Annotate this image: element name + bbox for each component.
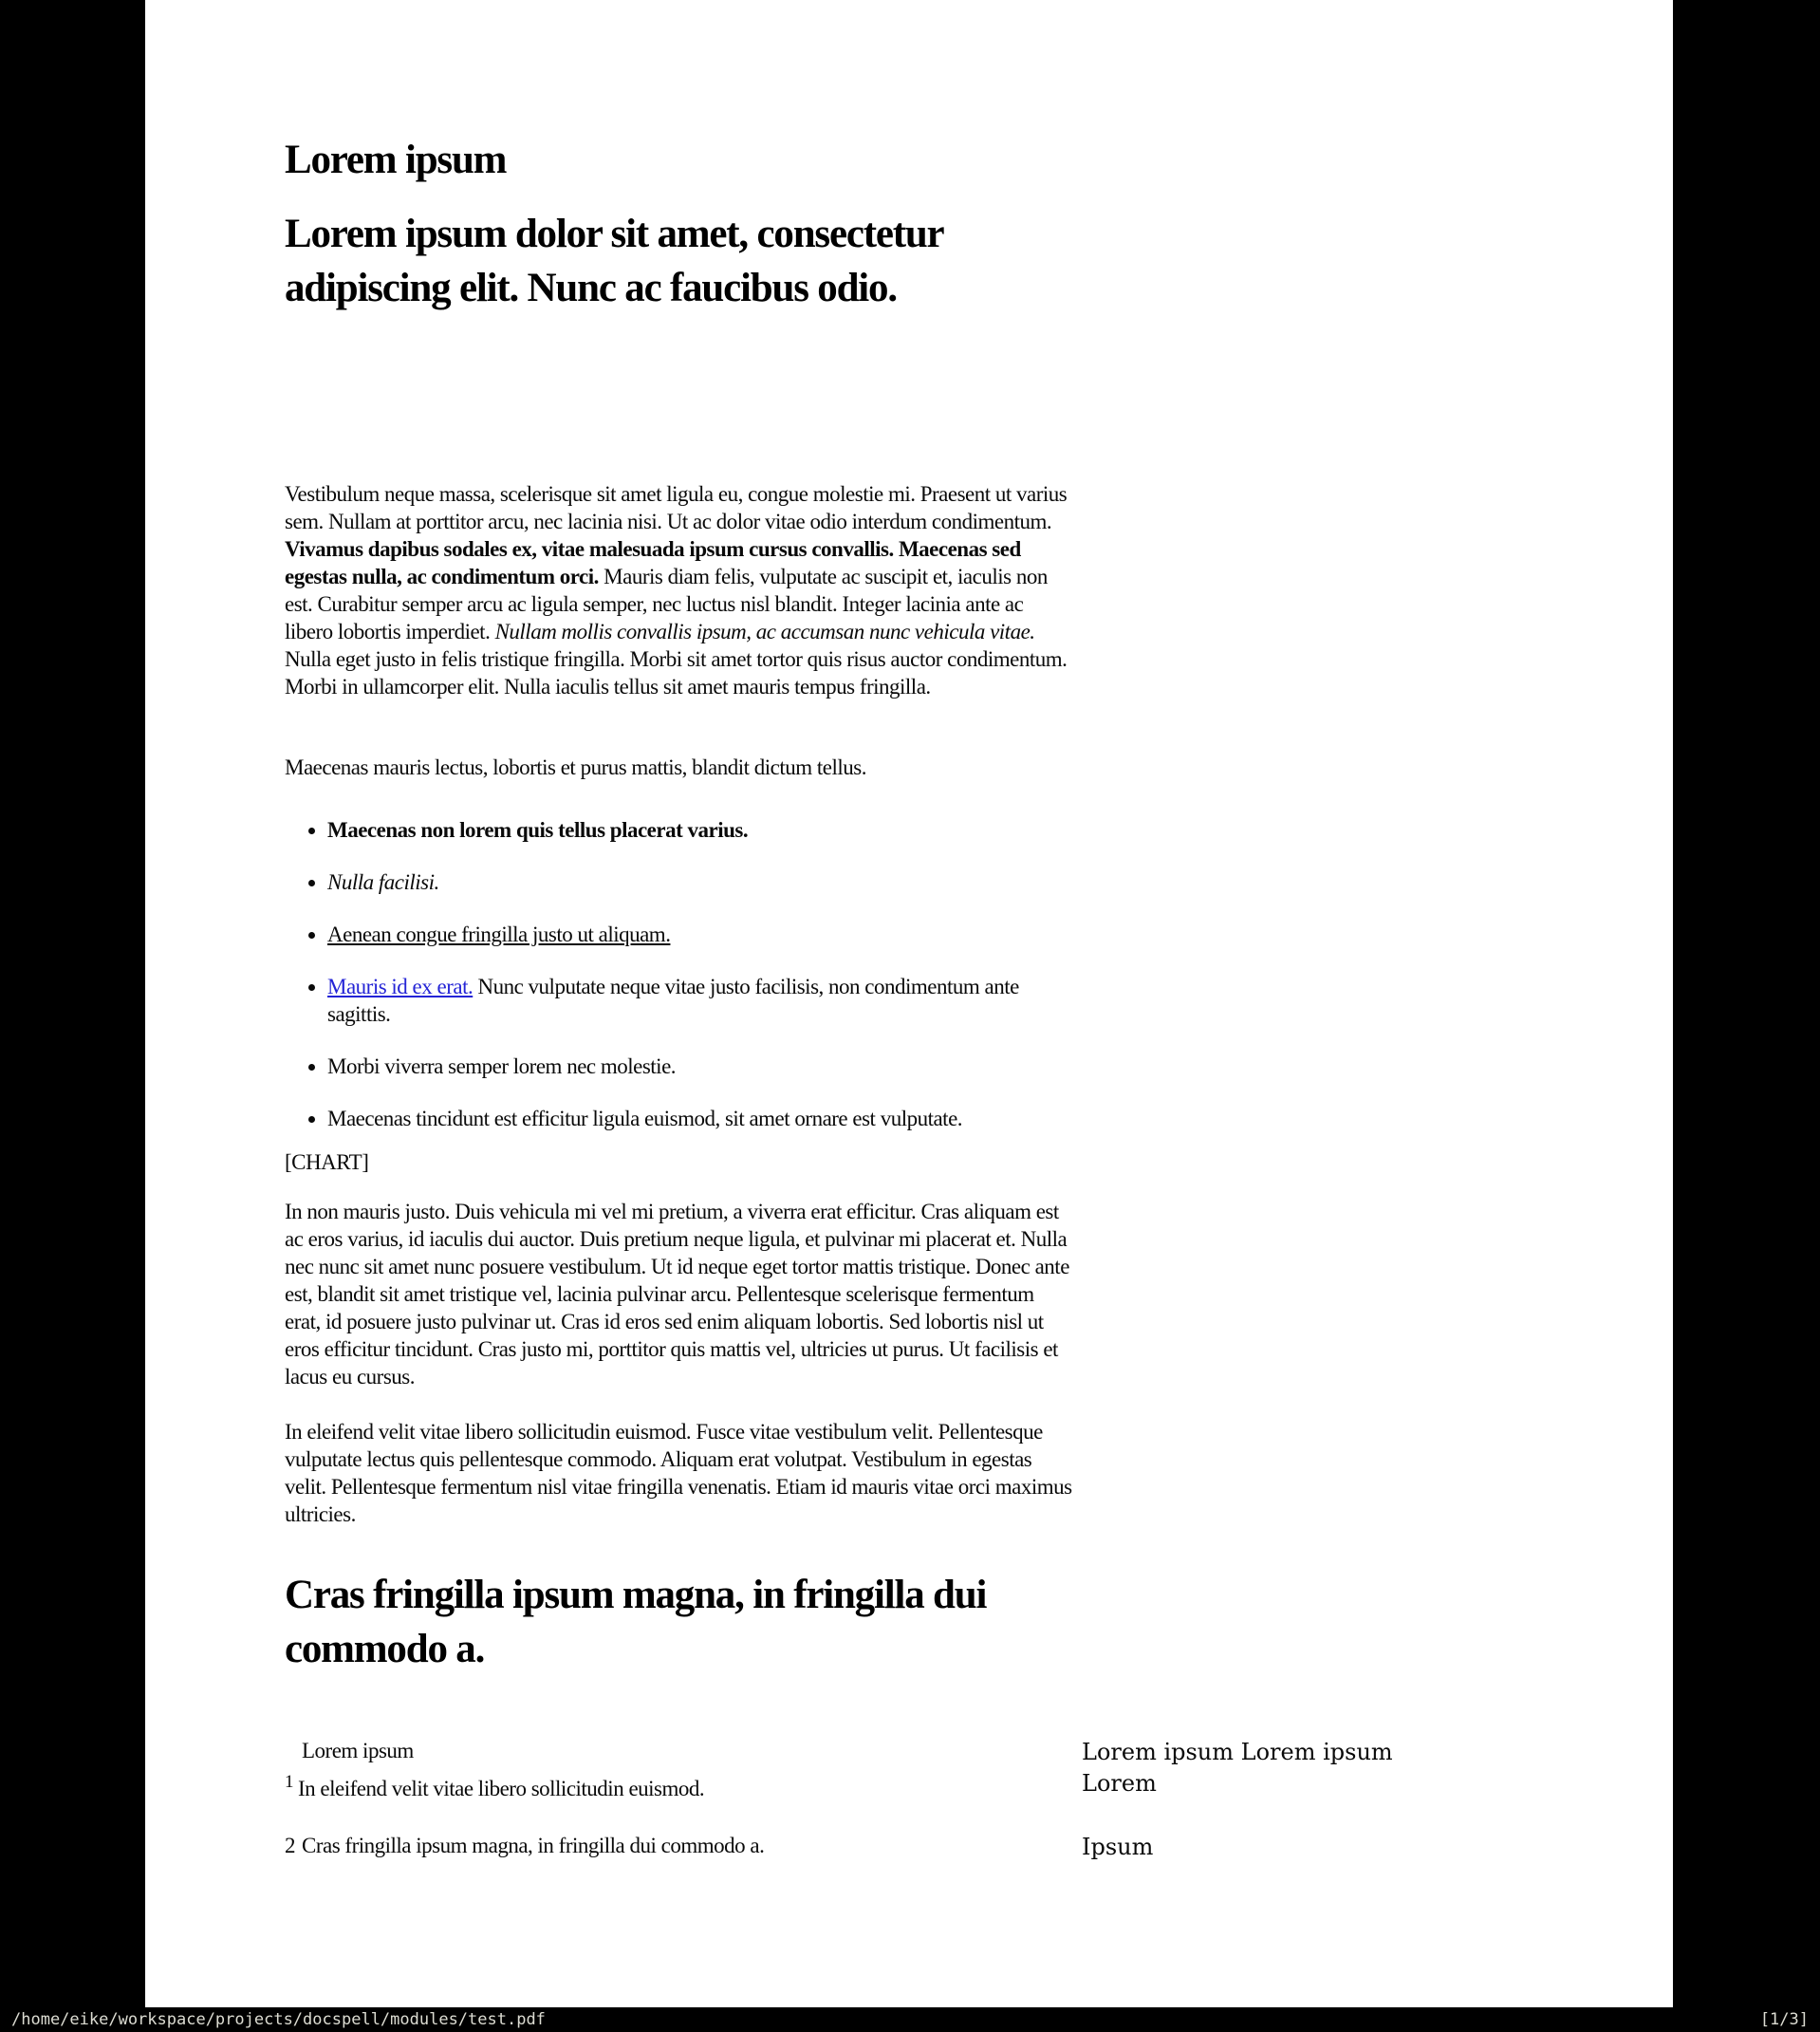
bullet-item-3: • Aenean congue fringilla justo ut aliquam. — [327, 921, 1077, 948]
paragraph-1-italic: Nullam mollis convallis ipsum, ac accumsan nunc vehicula vitae. — [494, 620, 1035, 643]
footnote-2-col2-text: Ipsum — [1082, 1834, 1154, 1860]
doc-heading-3: Cras fringilla ipsum magna, in fringilla dui commodo a. — [285, 1573, 987, 1671]
footnote-2-text: Cras fringilla ipsum magna, in fringilla dui commodo a. — [302, 1834, 765, 1857]
pdf-page — [145, 0, 1673, 2012]
paragraph-1-regular-2: Mauris diam felis, vulputate ac suscipit et, iaculis non est. Curabitur semper arcu ac ligula semper, nec luctus nisl blandit. Integer lacinia ante ac libero lobortis imperdiet. — [285, 565, 1048, 643]
footnote-2 — [285, 1832, 1082, 1859]
bullet-item-6: • Maecenas tincidunt est efficitur ligula euismod, sit amet ornare est vulputate. — [327, 1105, 1077, 1132]
bullet-item-4 — [327, 973, 1077, 1028]
paragraph-2: Maecenas mauris lectus, lobortis et purus mattis, blandit dictum tellus. — [285, 755, 866, 779]
statusbar — [0, 2007, 1820, 2032]
paragraph-1-regular: Vestibulum neque massa, scelerisque sit amet ligula eu, congue molestie mi. Praesent ut varius sem. Nullam at porttitor arcu, nec lacinia nisi. Ut ac dolor vitae odio interdum condimentum. — [285, 482, 1068, 533]
footnote-1 — [285, 1772, 1082, 1804]
footnote-table — [285, 1737, 1471, 1908]
doc-heading-2: Lorem ipsum dolor sit amet, consectetur adipiscing elit. Nunc ac faucibus odio. — [285, 212, 943, 310]
doc-heading-1: Lorem ipsum — [285, 138, 507, 182]
paragraph-3: In non mauris justo. Duis vehicula mi vel mi pretium, a viverra erat efficitur. Cras aliquam est ac eros varius, id iaculis dui auctor. Duis pretium neque ligula, et pulvinar mi placerat et. Nulla nec nunc sit amet nunc posuere vestibulum. Ut id neque eget tortor mattis tristique. Donec ante est, blandit sit amet tristique vel, lacinia pulvinar arcu. Pellentesque scelerisque fermentum erat, id posuere justo pulvinar ut. Cras id eros sed enim aliquam lobortis. Sed lobortis nisl ut eros efficitur tincidunt. Cras justo mi, porttitor quis mattis vel, ultricies ut purus. Ut facilisis et lacus eu cursus. — [285, 1200, 1069, 1389]
paragraph-1-bold: Vivamus dapibus sodales ex, vitae malesuada ipsum cursus convallis. Maecenas sed egestas nulla, ac condimentum orci. — [285, 537, 1021, 588]
footnote-col1-header: Lorem ipsum — [302, 1739, 414, 1762]
bullet-item-1: • Maecenas non lorem quis tellus placerat varius. — [327, 816, 1077, 844]
bullet-item-2: • Nulla facilisi. — [327, 868, 1077, 896]
statusbar-page-indicator: [1/3] — [1759, 2010, 1809, 2029]
paragraph-4: In eleifend velit vitae libero sollicitudin euismod. Fusce vitae vestibulum velit. Pellentesque vulputate lectus quis pellentesque commodo. Aliquam erat volutpat. Vestibulum in egestas velit. Pellentesque fermentum nisl vitae fringilla venenatis. Etiam id mauris vitae orci maximus ultricies. — [285, 1420, 1072, 1526]
footnote-1-marker: 1 — [285, 1772, 293, 1792]
chart-placeholder: [CHART] — [285, 1150, 369, 1174]
footnote-1-text: In eleifend velit vitae libero sollicitudin euismod. — [298, 1777, 705, 1800]
paragraph-1-regular-3: Nulla eget justo in felis tristique fringilla. Morbi sit amet tortor quis risus auctor condimentum. Morbi in ullamcorper elit. Nulla iaculis tellus sit amet mauris tempus fringilla. — [285, 647, 1068, 699]
bullet-list — [285, 816, 1077, 1157]
bullet-item-4-rest: Nunc vulputate neque vitae justo facilisis, non condimentum ante sagittis. — [327, 975, 1019, 1026]
footnote-2-marker: 2 — [285, 1834, 295, 1857]
paragraph-1 — [285, 480, 1072, 700]
statusbar-file-path: /home/eike/workspace/projects/docspell/modules/test.pdf — [11, 2010, 546, 2029]
bullet-item-5: • Morbi viverra semper lorem nec molestie. — [327, 1053, 1077, 1080]
footnote-col2-header: Lorem ipsum Lorem ipsum Lorem — [1082, 1739, 1393, 1797]
hyperlink-mauris-id-ex-erat[interactable]: Mauris id ex erat. — [327, 975, 474, 998]
